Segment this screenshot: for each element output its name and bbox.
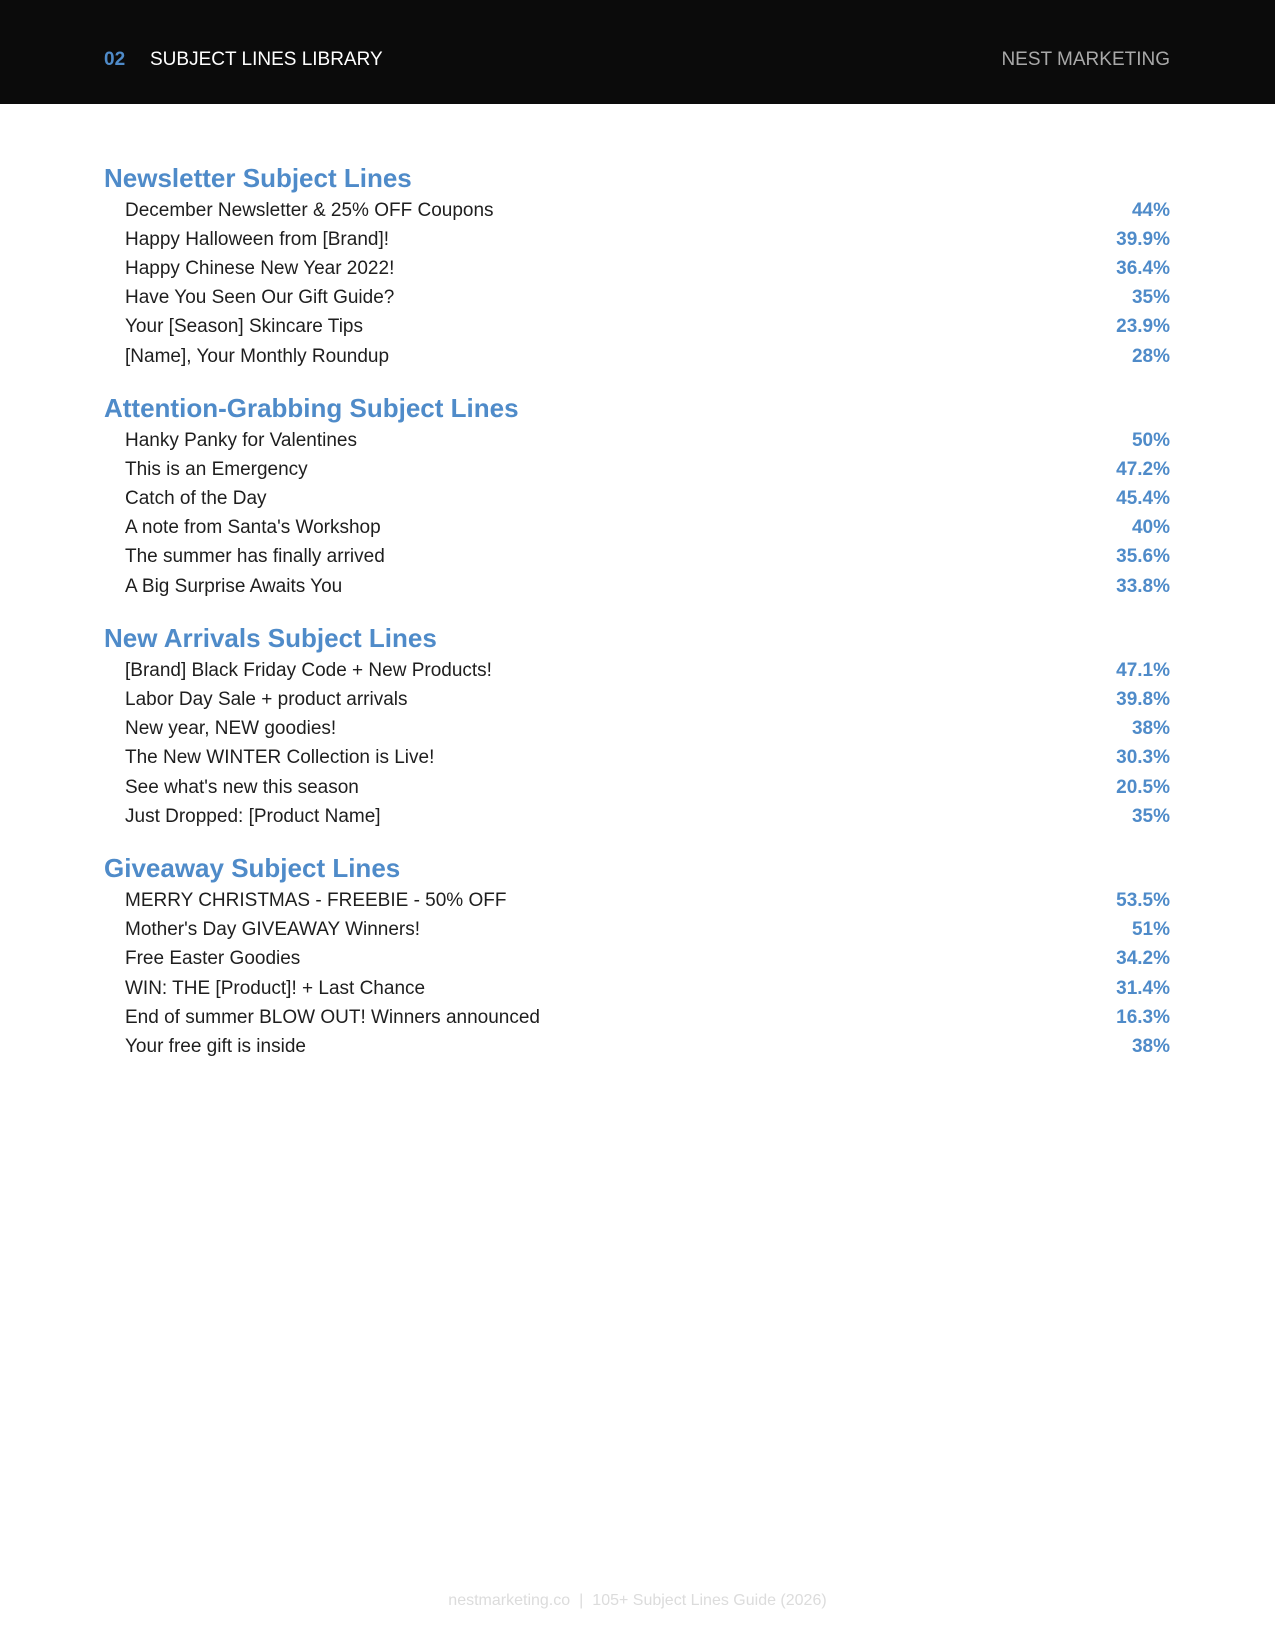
subject-line-text: A note from Santa's Workshop: [125, 517, 381, 539]
subject-line-text: See what's new this season: [125, 776, 359, 798]
open-rate: 31.4%: [1116, 977, 1170, 999]
subject-line-row: [104, 572, 1170, 601]
subject-line-list: [104, 886, 1170, 1061]
open-rate: 50%: [1131, 429, 1170, 451]
subject-line-text: Happy Chinese New Year 2022!: [125, 257, 395, 279]
subject-line-row: [104, 656, 1170, 685]
brand-name: NEST MARKETING: [1001, 49, 1170, 70]
footer-guide-title: 105+ Subject Lines Guide (2026): [592, 1592, 827, 1609]
footer-separator: |: [579, 1592, 584, 1609]
subject-line-text: Have You Seen Our Gift Guide?: [125, 287, 395, 309]
open-rate: 35.6%: [1116, 546, 1170, 568]
subject-line-row: [104, 284, 1170, 313]
subject-line-text: Just Dropped: [Product Name]: [125, 805, 381, 827]
subject-line-row: [104, 426, 1170, 455]
subject-line-text: A Big Surprise Awaits You: [125, 575, 343, 597]
open-rate: 38%: [1131, 1035, 1170, 1057]
subject-line-text: Your free gift is inside: [125, 1035, 306, 1057]
subject-line-row: [104, 485, 1170, 514]
open-rate: 23.9%: [1116, 316, 1170, 338]
open-rate: 51%: [1131, 919, 1170, 941]
open-rate: 47.2%: [1116, 458, 1170, 480]
subject-line-text: Labor Day Sale + product arrivals: [125, 689, 408, 711]
open-rate: 36.4%: [1116, 257, 1170, 279]
category-title: Attention-Grabbing Subject Lines: [104, 393, 519, 424]
subject-line-row: [104, 313, 1170, 342]
open-rate: 47.1%: [1116, 659, 1170, 681]
subject-line-text: MERRY CHRISTMAS - FREEBIE - 50% OFF: [125, 889, 507, 911]
open-rate: 39.8%: [1116, 689, 1170, 711]
open-rate: 38%: [1131, 718, 1170, 740]
open-rate: 39.9%: [1116, 228, 1170, 250]
subject-line-row: [104, 715, 1170, 744]
category-newsletter: [104, 160, 1170, 371]
subject-line-row: [104, 1032, 1170, 1061]
subject-line-list: [104, 426, 1170, 601]
open-rate: 33.8%: [1116, 575, 1170, 597]
subject-line-text: Mother's Day GIVEAWAY Winners!: [125, 919, 421, 941]
subject-line-row: [104, 225, 1170, 254]
category-title: New Arrivals Subject Lines: [104, 623, 437, 654]
subject-line-text: End of summer BLOW OUT! Winners announced: [125, 1006, 540, 1028]
subject-line-row: [104, 1003, 1170, 1032]
subject-line-text: Happy Halloween from [Brand]!: [125, 228, 390, 250]
subject-line-row: [104, 254, 1170, 283]
subject-line-list: [104, 656, 1170, 831]
open-rate: 45.4%: [1116, 488, 1170, 510]
open-rate: 16.3%: [1116, 1006, 1170, 1028]
subject-line-text: This is an Emergency: [125, 458, 308, 480]
page-footer: [0, 1592, 1275, 1610]
page-header: [0, 0, 1275, 104]
subject-line-text: [Name], Your Monthly Roundup: [125, 345, 390, 367]
open-rate: 28%: [1131, 345, 1170, 367]
open-rate: 35%: [1131, 805, 1170, 827]
open-rate: 40%: [1131, 517, 1170, 539]
category-title: Giveaway Subject Lines: [104, 853, 401, 884]
subject-line-text: Free Easter Goodies: [125, 948, 301, 970]
subject-line-text: Your [Season] Skincare Tips: [125, 316, 363, 338]
section-number: 02: [104, 49, 126, 70]
open-rate: 20.5%: [1116, 776, 1170, 798]
subject-line-row: [104, 543, 1170, 572]
subject-line-row: [104, 886, 1170, 915]
subject-line-row: [104, 514, 1170, 543]
footer-site: nestmarketing.co: [448, 1592, 571, 1609]
subject-line-row: [104, 945, 1170, 974]
subject-line-row: [104, 744, 1170, 773]
subject-line-row: [104, 916, 1170, 945]
subject-line-text: New year, NEW goodies!: [125, 718, 337, 740]
open-rate: 35%: [1131, 287, 1170, 309]
subject-line-row: [104, 455, 1170, 484]
category-title: Newsletter Subject Lines: [104, 163, 412, 193]
open-rate: 34.2%: [1116, 948, 1170, 970]
subject-line-text: Hanky Panky for Valentines: [125, 429, 357, 451]
section-title: SUBJECT LINES LIBRARY: [150, 49, 383, 70]
subject-line-row: [104, 773, 1170, 802]
subject-lines-library: [104, 160, 1170, 1081]
category-new-arrivals: [104, 620, 1170, 831]
category-attention-grabbing: [104, 390, 1170, 601]
open-rate: 44%: [1131, 199, 1170, 221]
subject-line-row: [104, 342, 1170, 371]
category-giveaway: [104, 850, 1170, 1061]
subject-line-row: [104, 685, 1170, 714]
subject-line-text: Catch of the Day: [125, 488, 267, 510]
open-rate: 53.5%: [1116, 889, 1170, 911]
subject-line-row: [104, 802, 1170, 831]
subject-line-row: [104, 196, 1170, 225]
subject-line-text: [Brand] Black Friday Code + New Products!: [125, 659, 492, 681]
subject-line-text: December Newsletter & 25% OFF Coupons: [125, 199, 494, 221]
subject-line-text: The New WINTER Collection is Live!: [125, 747, 435, 769]
subject-line-row: [104, 974, 1170, 1003]
subject-line-text: WIN: THE [Product]! + Last Chance: [125, 977, 426, 999]
subject-line-text: The summer has finally arrived: [125, 546, 385, 568]
open-rate: 30.3%: [1116, 747, 1170, 769]
subject-line-list: [104, 196, 1170, 371]
